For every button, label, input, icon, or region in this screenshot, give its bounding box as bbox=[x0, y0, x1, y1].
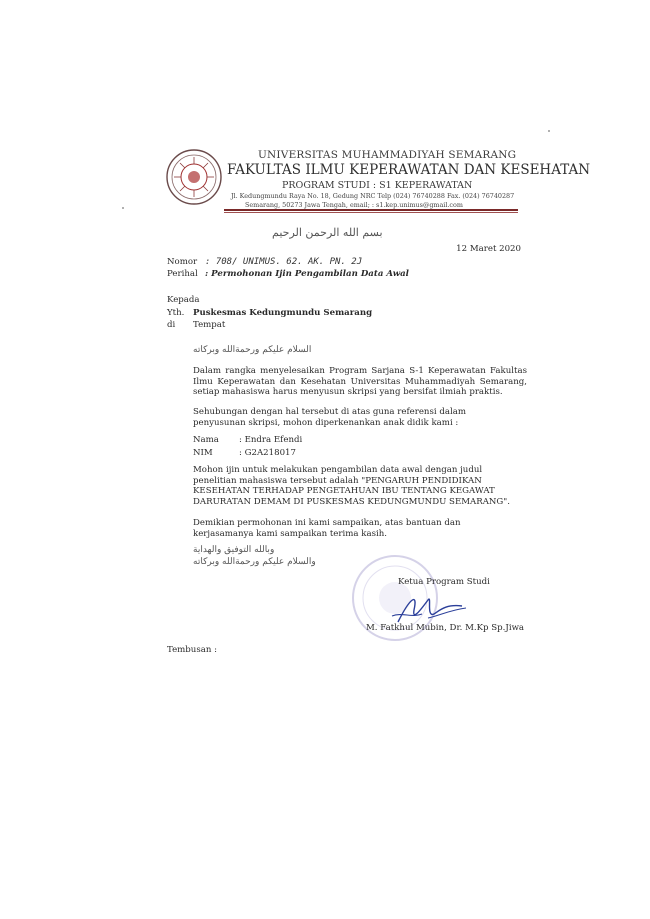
paragraph-3-text: Mohon ijin untuk melakukan pengambilan data awal dengan judul penelitian mahasiswa tersebut adalah "PENGARUH PENDIDIKAN KESEHATAN TERHADAP PENGETAHUAN IBU TENTANG KEGAWAT DARURATAN DEMAM DI PUSKESMAS KEDUNGMUNDU SEMARANG". bbox=[193, 465, 510, 507]
student-name-value: : Endra Efendi bbox=[239, 435, 303, 445]
speck bbox=[548, 130, 550, 132]
student-nim-row bbox=[193, 448, 296, 458]
program-name: PROGRAM STUDI : S1 KEPERAWATAN bbox=[282, 180, 473, 191]
university-seal-logo bbox=[165, 148, 223, 206]
address-line-2: Semarang, 50273 Jawa Tengah, email; : s1.kep.unimus@gmail.com bbox=[245, 201, 463, 209]
yth-label: Yth. bbox=[167, 308, 185, 318]
signatory-name: M. Fatkhul Mubin, Dr. M.Kp Sp.Jiwa bbox=[366, 623, 525, 633]
perihal-row bbox=[167, 269, 409, 279]
kepada: Kepada bbox=[167, 295, 200, 305]
tembusan: Tembusan : bbox=[167, 645, 218, 655]
recipient-name: Puskesmas Kedungmundu Semarang bbox=[193, 308, 373, 318]
address-line-1: Jl. Kedungmundu Raya No. 18, Gedung NRC Telp (024) 76740288 Fax. (024) 76740287 bbox=[231, 192, 515, 200]
perihal-value: : Permohonan Ijin Pengambilan Data Awal bbox=[205, 269, 409, 279]
salam-opening: السلام عليكم ورحمةالله وبركاته bbox=[193, 345, 312, 355]
speck bbox=[122, 207, 124, 209]
university-name: UNIVERSITAS MUHAMMADIYAH SEMARANG bbox=[258, 149, 517, 161]
student-nim-label: NIM bbox=[193, 448, 213, 458]
location-row bbox=[167, 320, 225, 330]
letterhead-rule-thin bbox=[224, 212, 518, 213]
closing-arabic-1: وبالله التوفيق والهداية bbox=[193, 545, 275, 555]
nomor-row bbox=[167, 257, 362, 267]
recipient-row bbox=[167, 308, 372, 318]
student-name-label: Nama bbox=[193, 435, 219, 445]
perihal-label: Perihal bbox=[167, 269, 198, 279]
nomor-value: : 708/ UNIMUS. 62. AK. PN. 2J bbox=[205, 257, 363, 267]
paragraph-1 bbox=[193, 366, 527, 398]
paragraph-4-text: Demikian permohonan ini kami sampaikan, atas bantuan dan kerjasamanya kami sampaikan terima kasih. bbox=[193, 518, 461, 539]
closing-arabic-2: والسلام عليكم ورحمةالله وبركاته bbox=[193, 557, 316, 567]
paragraph-4 bbox=[193, 518, 521, 539]
letterhead-rule bbox=[224, 209, 518, 211]
basmala: بسم الله الرحمن الرحيم bbox=[272, 226, 383, 239]
paragraph-2 bbox=[193, 407, 509, 428]
paragraph-3 bbox=[193, 465, 515, 507]
student-name-row bbox=[193, 435, 302, 445]
paragraph-2-text: Sehubungan dengan hal tersebut di atas guna referensi dalam penyusunan skripsi, mohon diperkenankan anak didik kami : bbox=[193, 407, 466, 428]
paragraph-1-text: Dalam rangka menyelesaikan Program Sarjana S-1 Keperawatan Fakultas Ilmu Keperawatan dan Kesehatan Universitas Muhammadiyah Semarang, setiap mahasiswa harus menyusun skripsi yang bersifat ilmiah praktis. bbox=[193, 366, 527, 397]
di-label: di bbox=[167, 320, 176, 330]
nomor-label: Nomor bbox=[167, 257, 198, 267]
faculty-name: FAKULTAS ILMU KEPERAWATAN DAN KESEHATAN bbox=[227, 162, 591, 178]
signatory-title: Ketua Program Studi bbox=[398, 577, 490, 587]
location-value: Tempat bbox=[193, 320, 226, 330]
student-nim-value: : G2A218017 bbox=[239, 448, 296, 458]
letter-date: 12 Maret 2020 bbox=[456, 244, 521, 254]
